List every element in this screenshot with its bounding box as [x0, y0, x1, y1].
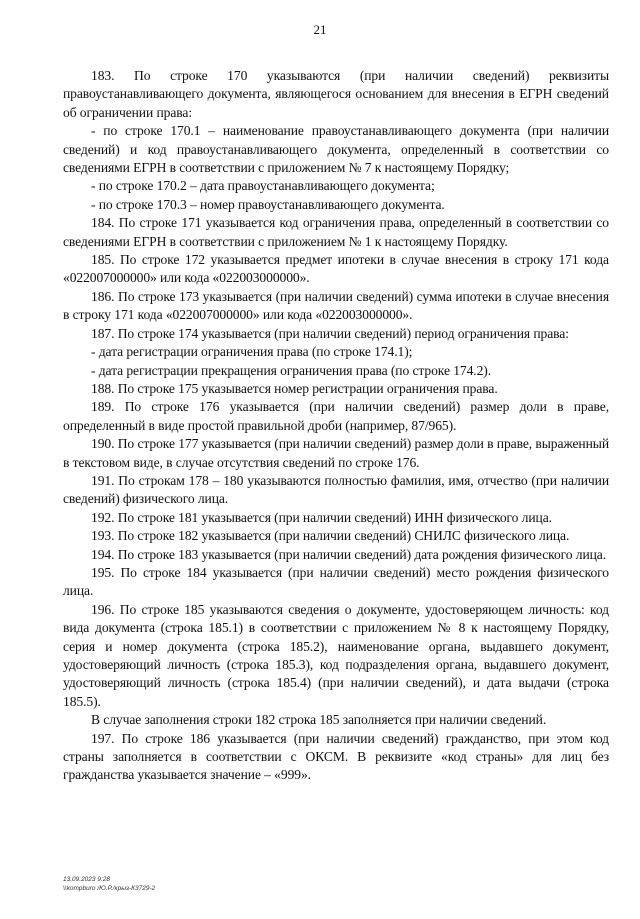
paragraph-187: 187. По строке 174 указывается (при наличии сведений) период ограничения права:	[91, 325, 569, 341]
paragraph-194: 194. По строке 183 указывается (при наличии сведений) дата рождения физического лица.	[91, 546, 607, 562]
footer-path: \\kompburo /Ю.Р./крыз-К3729-2	[63, 885, 156, 892]
paragraph-188: 188. По строке 175 указывается номер регистрации ограничения права.	[91, 380, 498, 396]
list-item: - дата регистрации прекращения ограничения права (по строке 174.2).	[91, 362, 492, 378]
paragraph-192: 192. По строке 181 указывается (при наличии сведений) ИНН физического лица.	[91, 509, 552, 525]
list-item: - дата регистрации ограничения права (по строке 174.1);	[91, 344, 413, 360]
footer-stamp	[63, 875, 155, 893]
list-item: - по строке 170.3 – номер правоустанавливающего документа.	[91, 196, 445, 212]
paragraph-193: 193. По строке 182 указывается (при наличии сведений) СНИЛС физического лица.	[91, 528, 570, 544]
paragraph-195: 195. По строке 184 указывается (при наличии сведений) место рождения физического лица.	[63, 564, 609, 599]
list-item: - по строке 170.2 – дата правоустанавливающего документа;	[91, 178, 435, 194]
paragraph-189: 189. По строке 176 указывается (при наличии сведений) размер доли в праве, определенный в виде простой правильной дроби (например, 87/965).	[63, 399, 609, 433]
paragraph-191: 191. По строкам 178 – 180 указываются полностью фамилия, имя, отчество (при наличии сведений) физического лица.	[63, 472, 609, 507]
list-item: - по строке 170.1 – наименование правоустанавливающего документа (при наличии сведений) и код правоустанавливающего документа, определенный в соответствии со сведениями ЕГРН в соответствии с приложением № 7 к настоящему Порядку;	[63, 123, 609, 176]
footer-date: 13.09.2023 9:28	[63, 876, 110, 883]
paragraph-184: 184. По строке 171 указывается код ограничения права, определенный в соответствии со сведениями ЕГРН в соответствии с приложением № 1 к настоящему Порядку.	[63, 215, 609, 249]
paragraph-190: 190. По строке 177 указывается (при наличии сведений) размер доли в праве, выраженный в текстовом виде, в случае отсутствия сведений по строке 176.	[63, 436, 609, 470]
paragraph-185: 185. По строке 172 указывается предмет ипотеки в случае внесения в строку 171 кода «022007000000» или кода «022003000000».	[63, 252, 609, 286]
page-number: 21	[313, 22, 327, 37]
document-body	[63, 67, 609, 785]
paragraph-186: 186. По строке 173 указывается (при наличии сведений) сумма ипотеки в случае внесения в строку 171 кода «022007000000» или кода «022003000000».	[63, 288, 609, 323]
paragraph-196: 196. По строке 185 указываются сведения о документе, удостоверяющем личность: код вида документа (строка 185.1) в соответствии с приложением № 8 к настоящему Порядку, серия и номер документа (строка 185.2), наименование органа, выдавшего документ, удостоверяющий личность (строка 185.3), код подразделения органа, выдавшего документ, удостоверяющий личность (строка 185.4) (при наличии сведений), и дата выдачи (строка 185.5).	[63, 601, 609, 709]
paragraph-183: 183. По строке 170 указываются (при наличии сведений) реквизиты правоустанавливающего документа, являющегося основанием для внесения в ЕГРН сведений об ограничении права:	[63, 68, 609, 120]
paragraph-197: 197. По строке 186 указывается (при наличии сведений) гражданство, при этом код страны заполняется в соответствии с ОКСМ. В реквизите «код страны» для лиц без гражданства указывается значение – «999».	[63, 730, 609, 783]
paragraph-note: В случае заполнения строки 182 строка 185 заполняется при наличии сведений.	[91, 712, 547, 728]
